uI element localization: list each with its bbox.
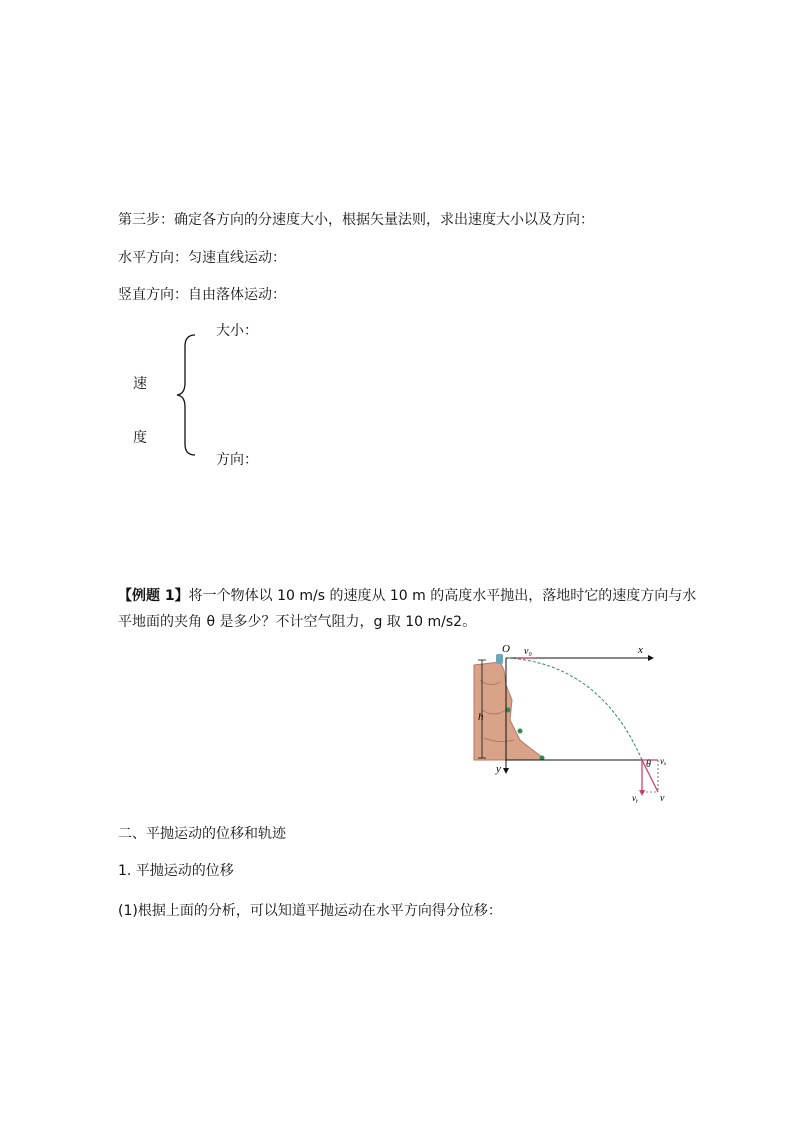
magnitude-label: 大小： xyxy=(216,323,258,339)
thrower-figure xyxy=(496,654,503,664)
v-label: v xyxy=(660,793,665,804)
horizontal-text: 水平方向：匀速直线运动： xyxy=(118,250,286,266)
velocity-char-2: 度 xyxy=(133,430,147,446)
step3-text: 第三步：确定各方向的分速度大小，根据矢量法则，求出速度大小以及方向： xyxy=(118,212,594,228)
example-1 xyxy=(118,583,697,635)
section2-title: 二、平抛运动的位移和轨迹 xyxy=(118,826,286,842)
example-tag: 【例题 1】 xyxy=(118,588,189,604)
section2-item1: (1)根据上面的分析，可以知道平抛运动在水平方向得分位移： xyxy=(118,903,502,919)
vx-label: vₓ xyxy=(660,756,667,766)
example-line-1: 将一个物体以 10 m/s 的速度从 10 m 的高度水平抛出，落地时它的速度方向与水 xyxy=(188,588,697,604)
shrub-2 xyxy=(518,729,523,734)
curly-brace xyxy=(175,334,199,456)
velocity-char-1: 速 xyxy=(133,376,147,392)
direction-label: 方向： xyxy=(216,452,258,468)
theta-label: θ xyxy=(646,759,651,770)
origin-label: O xyxy=(502,643,510,655)
y-axis-label: y xyxy=(496,763,501,775)
trajectory-curve xyxy=(508,658,642,760)
vy-label: vᵧ xyxy=(632,793,639,803)
section2-sub1: 1. 平抛运动的位移 xyxy=(118,863,234,879)
projectile-figure xyxy=(470,640,680,810)
h-label: h xyxy=(478,711,484,723)
example-line-2: 平地面的夹角 θ 是多少？不计空气阻力，g 取 10 m/s2。 xyxy=(118,614,477,630)
vertical-text: 竖直方向：自由落体运动： xyxy=(118,287,286,303)
x-axis-label: x xyxy=(638,644,643,656)
v0-label: v₀ xyxy=(524,646,532,657)
